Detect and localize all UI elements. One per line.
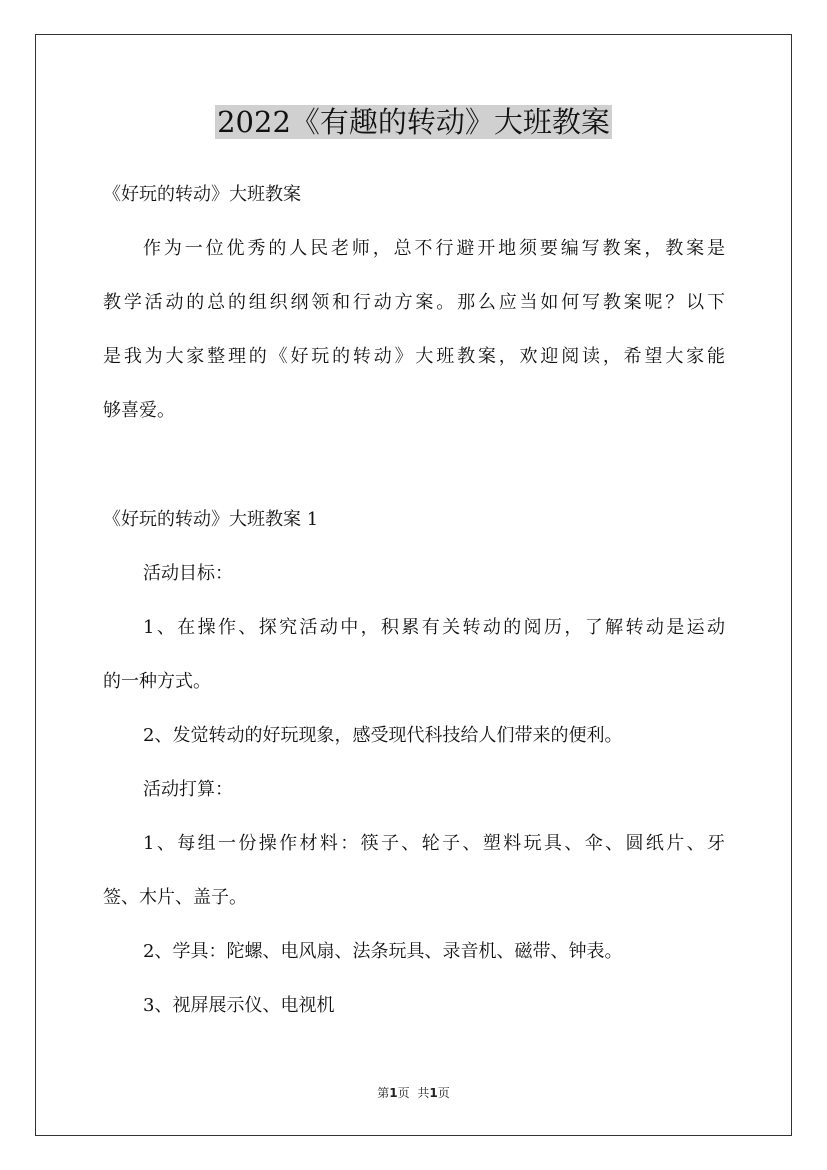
footer-total-number: 1: [429, 1086, 438, 1100]
prep-heading: 活动打算：: [143, 779, 233, 800]
footer-page-prefix: 第: [377, 1086, 390, 1100]
prep-1-line-1: 1、每组一份操作材料：筷子、轮子、塑料玩具、伞、圆纸片、牙: [143, 833, 725, 854]
document-subtitle: 《好玩的转动》大班教案: [103, 184, 301, 205]
prep-3: 3、视屏展示仪、电视机: [143, 995, 335, 1016]
page-footer: [0, 1085, 827, 1101]
prep-2: 2、学具：陀螺、电风扇、法条玩具、录音机、磁带、钟表。: [143, 941, 623, 962]
prep-1-line-2: 签、木片、盖子。: [103, 887, 247, 908]
goal-2: 2、发觉转动的好玩现象，感受现代科技给人们带来的便利。: [143, 725, 623, 746]
document-title: [0, 101, 827, 143]
section-title: 《好玩的转动》大班教案 1: [103, 509, 319, 530]
footer-total-suffix: 页: [437, 1086, 450, 1100]
footer-page-suffix: 页: [397, 1086, 410, 1100]
footer-page-number: 1: [389, 1086, 398, 1100]
intro-line-3: 是我为大家整理的《好玩的转动》大班教案，欢迎阅读，希望大家能: [103, 346, 725, 367]
intro-line-1: 作为一位优秀的人民老师，总不行避开地须要编写教案，教案是: [143, 238, 725, 259]
document-title-text: 2022《有趣的转动》大班教案: [217, 105, 610, 139]
intro-line-4: 够喜爱。: [103, 400, 175, 421]
goal-heading: 活动目标：: [143, 563, 233, 584]
goal-1-line-1: 1、在操作、探究活动中，积累有关转动的阅历，了解转动是运动: [143, 617, 725, 638]
goal-1-line-2: 的一种方式。: [103, 671, 211, 692]
intro-line-2: 教学活动的总的组织纲领和行动方案。那么应当如何写教案呢？以下: [103, 292, 725, 313]
footer-total-prefix: 共: [417, 1086, 430, 1100]
